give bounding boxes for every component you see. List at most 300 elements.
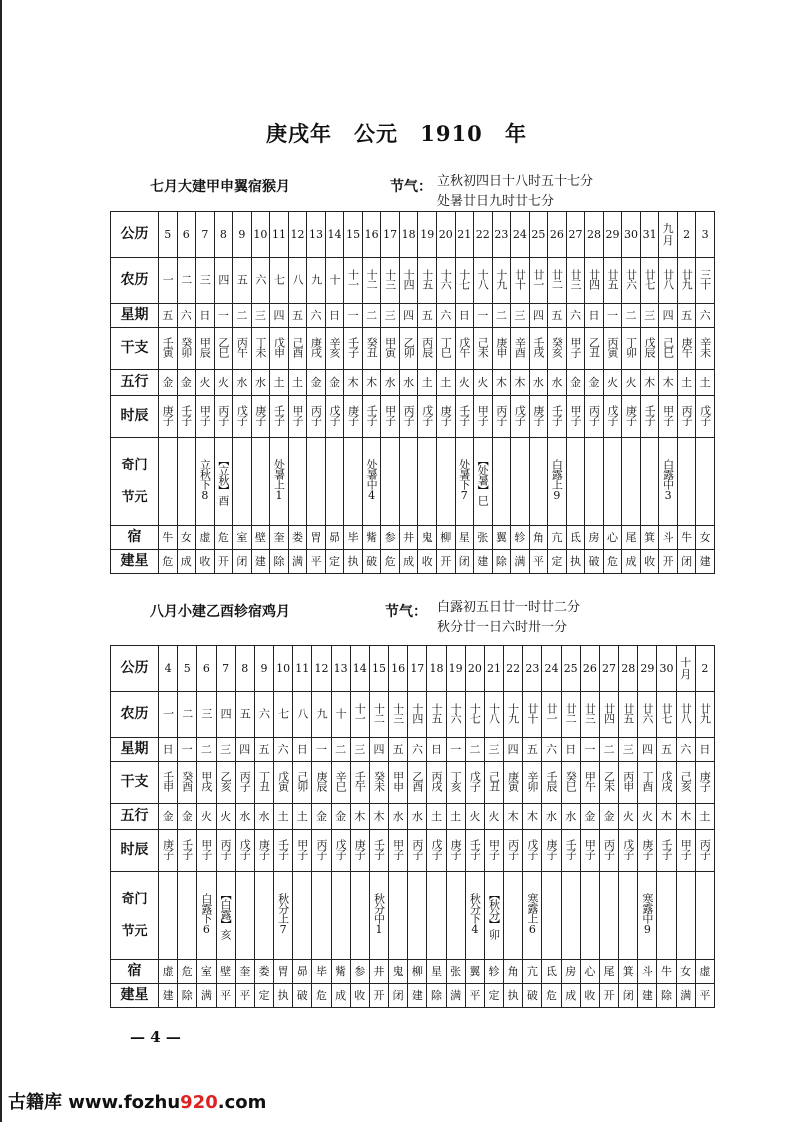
nongli-cell (695, 692, 714, 738)
ganzhi-text: 癸巳 (564, 771, 578, 792)
shichen-text: 壬子 (468, 839, 482, 860)
jianxing-cell: 开 (369, 984, 388, 1008)
ganzhi-cell (523, 762, 542, 804)
shichen-text: 丙子 (402, 405, 416, 426)
wuxing-cell: 土 (695, 804, 714, 830)
xiu-cell: 角 (529, 526, 548, 550)
qimen-cell (216, 872, 235, 960)
qimen-cell (274, 872, 293, 960)
nongli-cell (657, 692, 676, 738)
jianxing-cell: 平 (465, 984, 484, 1008)
nongli-text: 廿八 (661, 269, 675, 290)
shichen-cell (561, 830, 580, 872)
shichen-cell (362, 396, 381, 438)
ganzhi-cell (446, 762, 465, 804)
gongli-cell: 31 (640, 212, 659, 258)
calendar-table (110, 645, 715, 1008)
gongli-cell: 7 (196, 212, 215, 258)
shichen-cell (566, 396, 585, 438)
jianxing-cell: 满 (288, 550, 307, 574)
xingqi-cell: 五 (418, 304, 437, 328)
jianxing-cell: 满 (197, 984, 216, 1008)
wuxing-row (111, 804, 715, 830)
wuxing-cell: 木 (362, 370, 381, 396)
gongli-row (111, 212, 715, 258)
xingqi-cell: 日 (585, 304, 604, 328)
xiu-cell: 虚 (695, 960, 714, 984)
nongli-text: 十一 (353, 703, 367, 724)
qimen-cell (389, 872, 408, 960)
nongli-text: 十六 (449, 703, 463, 724)
qimen-text: 立秋下8 (198, 459, 212, 502)
xiu-cell: 尾 (599, 960, 618, 984)
row-label: 公历 (111, 212, 159, 258)
nongli-cell (233, 258, 252, 304)
shichen-cell (344, 396, 363, 438)
gongli-cell: 9 (233, 212, 252, 258)
nongli-cell (696, 258, 715, 304)
xingqi-cell: 二 (233, 304, 252, 328)
jianxing-cell: 破 (293, 984, 312, 1008)
xingqi-cell: 二 (331, 738, 350, 762)
wuxing-cell: 金 (307, 370, 326, 396)
jianxing-cell: 平 (529, 550, 548, 574)
nongli-cell (312, 692, 331, 738)
ganzhi-text: 辛亥 (328, 337, 342, 358)
shichen-text: 庚子 (640, 839, 654, 860)
shichen-text: 丙子 (698, 839, 712, 860)
wuxing-cell: 金 (325, 370, 344, 396)
qimen-cell (446, 872, 465, 960)
shichen-text: 丙子 (314, 839, 328, 860)
shichen-text: 甲子 (487, 839, 501, 860)
gongli-cell: 30 (657, 646, 676, 692)
xiu-cell: 觜 (362, 526, 381, 550)
nongli-text: 廿六 (640, 703, 654, 724)
ganzhi-text: 壬辰 (545, 771, 559, 792)
jianxing-cell: 执 (274, 984, 293, 1008)
nongli-text: 廿五 (606, 269, 620, 290)
jieqi-line: 立秋初四日十八时五十七分 (437, 174, 594, 189)
row-label: 星期 (111, 738, 159, 762)
xiu-cell: 心 (580, 960, 599, 984)
shichen-row (111, 830, 715, 872)
xiu-cell: 心 (603, 526, 622, 550)
ganzhi-cell (159, 762, 178, 804)
wuxing-cell: 水 (235, 804, 254, 830)
shichen-cell (270, 396, 289, 438)
nongli-cell (427, 692, 446, 738)
xiu-cell: 亢 (548, 526, 567, 550)
ganzhi-cell (214, 328, 233, 370)
gongli-cell: 26 (580, 646, 599, 692)
xingqi-cell: 三 (216, 738, 235, 762)
row-label: 干支 (111, 328, 159, 370)
qimen-cell (159, 438, 178, 526)
nongli-cell (603, 258, 622, 304)
xiu-cell: 牛 (657, 960, 676, 984)
ganzhi-text: 辛酉 (513, 337, 527, 358)
ganzhi-cell (436, 328, 455, 370)
qimen-cell (196, 438, 215, 526)
qimen-cell (529, 438, 548, 526)
nongli-text: 四 (216, 274, 230, 285)
xiu-cell: 鬼 (418, 526, 437, 550)
xingqi-cell: 三 (350, 738, 369, 762)
nongli-cell (350, 692, 369, 738)
qimen-text: 白露中3 (661, 459, 675, 502)
nongli-cell (307, 258, 326, 304)
xingqi-cell: 日 (561, 738, 580, 762)
wuxing-cell: 土 (293, 804, 312, 830)
ganzhi-cell (640, 328, 659, 370)
shichen-cell (307, 396, 326, 438)
ganzhi-text: 壬戌 (531, 337, 545, 358)
gongli-cell: 26 (548, 212, 567, 258)
nongli-cell (159, 258, 178, 304)
wuxing-cell: 火 (197, 804, 216, 830)
jianxing-cell: 开 (436, 550, 455, 574)
qimen-text: 寒露中9 (640, 893, 654, 936)
xiu-cell: 角 (504, 960, 523, 984)
wuxing-cell: 土 (446, 804, 465, 830)
gongli-cell: 16 (389, 646, 408, 692)
shichen-cell (216, 830, 235, 872)
jianxing-cell: 成 (177, 550, 196, 574)
nongli-text: 廿五 (621, 703, 635, 724)
xiu-cell: 室 (197, 960, 216, 984)
ganzhi-text: 壬午 (353, 771, 367, 792)
wuxing-cell: 火 (603, 370, 622, 396)
ganzhi-cell (344, 328, 363, 370)
row-label (111, 872, 159, 960)
nongli-text: 十五 (429, 703, 443, 724)
xiu-cell: 房 (561, 960, 580, 984)
nongli-text: 廿三 (568, 269, 582, 290)
qimen-cell (270, 438, 289, 526)
qimen-cell (580, 872, 599, 960)
nongli-text: 十 (334, 708, 348, 719)
xingqi-cell: 一 (603, 304, 622, 328)
wuxing-cell: 土 (436, 370, 455, 396)
jianxing-cell: 执 (566, 550, 585, 574)
nongli-cell (561, 692, 580, 738)
nongli-text: 廿九 (680, 269, 694, 290)
shichen-text: 丙子 (216, 405, 230, 426)
shichen-cell (580, 830, 599, 872)
gongli-cell: 24 (542, 646, 561, 692)
nongli-text: 五 (238, 708, 252, 719)
xiu-cell: 女 (676, 960, 695, 984)
wuxing-cell: 金 (580, 804, 599, 830)
wuxing-cell: 水 (408, 804, 427, 830)
wuxing-cell: 土 (427, 804, 446, 830)
gongli-cell: 12 (312, 646, 331, 692)
ganzhi-text: 甲子 (568, 337, 582, 358)
xiu-cell: 毕 (344, 526, 363, 550)
shichen-cell (389, 830, 408, 872)
qimen-cell (408, 872, 427, 960)
jianxing-cell: 定 (484, 984, 503, 1008)
nongli-cell (293, 692, 312, 738)
ganzhi-text: 甲午 (583, 771, 597, 792)
wuxing-cell: 火 (622, 370, 641, 396)
ganzhi-text: 乙丑 (587, 337, 601, 358)
jianxing-cell: 危 (159, 550, 178, 574)
nongli-cell (197, 692, 216, 738)
nongli-cell (399, 258, 418, 304)
nongli-cell (446, 692, 465, 738)
qimen-cell (619, 872, 638, 960)
ganzhi-text: 辛未 (698, 337, 712, 358)
wuxing-cell: 水 (233, 370, 252, 396)
row-label-line: 奇门 (121, 457, 148, 473)
qimen-cell (676, 872, 695, 960)
xiu-cell: 柳 (408, 960, 427, 984)
xiu-cell: 牛 (159, 526, 178, 550)
nongli-text: 廿十 (525, 703, 539, 724)
nongli-text: 九 (314, 708, 328, 719)
shichen-cell (585, 396, 604, 438)
qimen-cell (325, 438, 344, 526)
xiu-cell: 参 (381, 526, 400, 550)
ganzhi-cell (350, 762, 369, 804)
nongli-cell (523, 692, 542, 738)
nongli-text: 六 (253, 274, 267, 285)
shichen-cell (159, 830, 178, 872)
jianxing-cell: 破 (585, 550, 604, 574)
shichen-text: 庚子 (353, 839, 367, 860)
shichen-text: 戊子 (420, 405, 434, 426)
ganzhi-cell (408, 762, 427, 804)
shichen-cell (695, 830, 714, 872)
wuxing-cell: 金 (566, 370, 585, 396)
ganzhi-text: 壬寅 (161, 337, 175, 358)
shichen-cell (178, 830, 197, 872)
shichen-cell (696, 396, 715, 438)
shichen-cell (235, 830, 254, 872)
row-label-line: 奇门 (121, 891, 148, 907)
ganzhi-cell (177, 328, 196, 370)
nongli-text: 十六 (439, 269, 453, 290)
nongli-cell (677, 258, 696, 304)
shichen-text: 丙子 (219, 839, 233, 860)
jianxing-cell: 建 (159, 984, 178, 1008)
jianxing-cell: 开 (214, 550, 233, 574)
gongli-cell: 9 (254, 646, 273, 692)
ganzhi-cell (474, 328, 493, 370)
page-title: 庚戌年 公元 1910 年 (265, 121, 528, 146)
gongli-cell: 10 (251, 212, 270, 258)
nongli-text: 十 (328, 274, 342, 285)
nongli-cell (542, 692, 561, 738)
qimen-text: 寒露上6 (525, 893, 539, 936)
wuxing-cell: 土 (288, 370, 307, 396)
xiu-cell: 张 (474, 526, 493, 550)
jianxing-cell: 成 (561, 984, 580, 1008)
shichen-cell (288, 396, 307, 438)
shichen-cell (233, 396, 252, 438)
shichen-cell (659, 396, 678, 438)
nongli-cell (585, 258, 604, 304)
jianxing-cell: 除 (178, 984, 197, 1008)
xingqi-cell: 三 (511, 304, 530, 328)
jianxing-cell: 满 (511, 550, 530, 574)
qimen-cell (178, 872, 197, 960)
nongli-text: 八 (295, 708, 309, 719)
qimen-text: 白露下6 (199, 893, 213, 936)
nongli-text: 廿二 (564, 703, 578, 724)
ganzhi-text: 戊戌 (660, 771, 674, 792)
nongli-cell (465, 692, 484, 738)
qimen-text: 处暑中4 (365, 459, 379, 502)
shichen-cell (274, 830, 293, 872)
jianxing-cell: 收 (418, 550, 437, 574)
gongli-cell: 22 (504, 646, 523, 692)
nongli-text: 八 (290, 274, 304, 285)
xingqi-cell: 二 (362, 304, 381, 328)
wuxing-cell: 木 (659, 370, 678, 396)
shichen-text: 丙子 (410, 839, 424, 860)
xiu-cell: 壁 (216, 960, 235, 984)
qimen-cell (696, 438, 715, 526)
wuxing-cell: 火 (196, 370, 215, 396)
wuxing-cell: 金 (599, 804, 618, 830)
ganzhi-cell (427, 762, 446, 804)
ganzhi-text: 戊辰 (643, 337, 657, 358)
shichen-text: 壬子 (276, 839, 290, 860)
shichen-text: 壬子 (457, 405, 471, 426)
jianxing-cell: 危 (312, 984, 331, 1008)
nongli-text: 廿四 (602, 703, 616, 724)
gongli-cell: 24 (511, 212, 530, 258)
xiu-cell: 觜 (331, 960, 350, 984)
jianxing-cell: 收 (196, 550, 215, 574)
ganzhi-cell (696, 328, 715, 370)
jianxing-cell: 危 (603, 550, 622, 574)
xingqi-cell: 六 (307, 304, 326, 328)
xingqi-cell: 五 (288, 304, 307, 328)
xiu-cell: 轸 (511, 526, 530, 550)
shichen-cell (197, 830, 216, 872)
jianxing-cell: 危 (381, 550, 400, 574)
xiu-cell: 轸 (484, 960, 503, 984)
shichen-cell (350, 830, 369, 872)
shichen-text: 庚子 (257, 839, 271, 860)
ganzhi-cell (196, 328, 215, 370)
xingqi-cell: 四 (235, 738, 254, 762)
shichen-text: 庚子 (161, 405, 175, 426)
nongli-text: 七 (272, 274, 286, 285)
shichen-cell (399, 396, 418, 438)
wuxing-cell: 金 (178, 804, 197, 830)
nongli-text: 廿三 (583, 703, 597, 724)
xingqi-row (111, 304, 715, 328)
shichen-cell (177, 396, 196, 438)
shichen-cell (676, 830, 695, 872)
ganzhi-text: 丙戌 (429, 771, 443, 792)
gongli-cell: 18 (399, 212, 418, 258)
shichen-text: 丙子 (494, 405, 508, 426)
ganzhi-text: 丁巳 (439, 337, 453, 358)
wuxing-cell: 木 (511, 370, 530, 396)
jieqi-line: 秋分廿一日六时卅一分 (437, 620, 568, 635)
ganzhi-cell (331, 762, 350, 804)
ganzhi-text: 癸酉 (180, 771, 194, 792)
shichen-cell (446, 830, 465, 872)
jianxing-cell: 执 (504, 984, 523, 1008)
ganzhi-text: 丁丑 (257, 771, 271, 792)
page-number: — 4 — (130, 1028, 181, 1046)
jianxing-cell: 平 (235, 984, 254, 1008)
nongli-cell (484, 692, 503, 738)
wuxing-cell: 火 (638, 804, 657, 830)
gongli-cell: 27 (566, 212, 585, 258)
shichen-text: 戊子 (525, 839, 539, 860)
xingqi-cell: 四 (504, 738, 523, 762)
nongli-cell (474, 258, 493, 304)
ganzhi-cell (288, 328, 307, 370)
nongli-cell (362, 258, 381, 304)
shichen-text: 壬子 (550, 405, 564, 426)
shichen-text: 庚子 (346, 405, 360, 426)
gongli-cell: 20 (436, 212, 455, 258)
shichen-text: 戊子 (429, 839, 443, 860)
jianxing-cell: 满 (446, 984, 465, 1008)
qimen-cell (622, 438, 641, 526)
gongli-cell: 21 (484, 646, 503, 692)
xiu-cell: 虚 (159, 960, 178, 984)
wuxing-cell: 金 (331, 804, 350, 830)
nongli-row (111, 692, 715, 738)
qimen-cell (251, 438, 270, 526)
xingqi-cell: 一 (474, 304, 493, 328)
wuxing-cell: 水 (381, 370, 400, 396)
shichen-text: 甲子 (290, 405, 304, 426)
gongli-cell: 15 (369, 646, 388, 692)
nongli-text: 十二 (372, 703, 386, 724)
shichen-cell (599, 830, 618, 872)
qimen-cell (381, 438, 400, 526)
ganzhi-text: 庚辰 (314, 771, 328, 792)
xingqi-cell: 日 (159, 738, 178, 762)
xingqi-cell: 日 (427, 738, 446, 762)
nongli-text: 廿二 (550, 269, 564, 290)
row-label: 五行 (111, 370, 159, 396)
wuxing-cell: 水 (548, 370, 567, 396)
nongli-cell (177, 258, 196, 304)
shichen-text: 戊子 (238, 839, 252, 860)
nongli-text: 一 (161, 708, 175, 719)
jianxing-cell: 建 (638, 984, 657, 1008)
xingqi-cell: 一 (312, 738, 331, 762)
nongli-text: 四 (219, 708, 233, 719)
gongli-cell: 8 (214, 212, 233, 258)
shichen-text: 丙子 (309, 405, 323, 426)
ganzhi-cell (293, 762, 312, 804)
wuxing-cell: 木 (492, 370, 511, 396)
jianxing-cell: 建 (408, 984, 427, 1008)
shichen-cell (312, 830, 331, 872)
qimen-row (111, 872, 715, 960)
wuxing-cell: 火 (465, 804, 484, 830)
jianxing-cell: 收 (580, 984, 599, 1008)
qimen-cell (561, 872, 580, 960)
ganzhi-cell (622, 328, 641, 370)
gongli-cell: 22 (474, 212, 493, 258)
gongli-cell: 13 (331, 646, 350, 692)
shichen-cell (474, 396, 493, 438)
